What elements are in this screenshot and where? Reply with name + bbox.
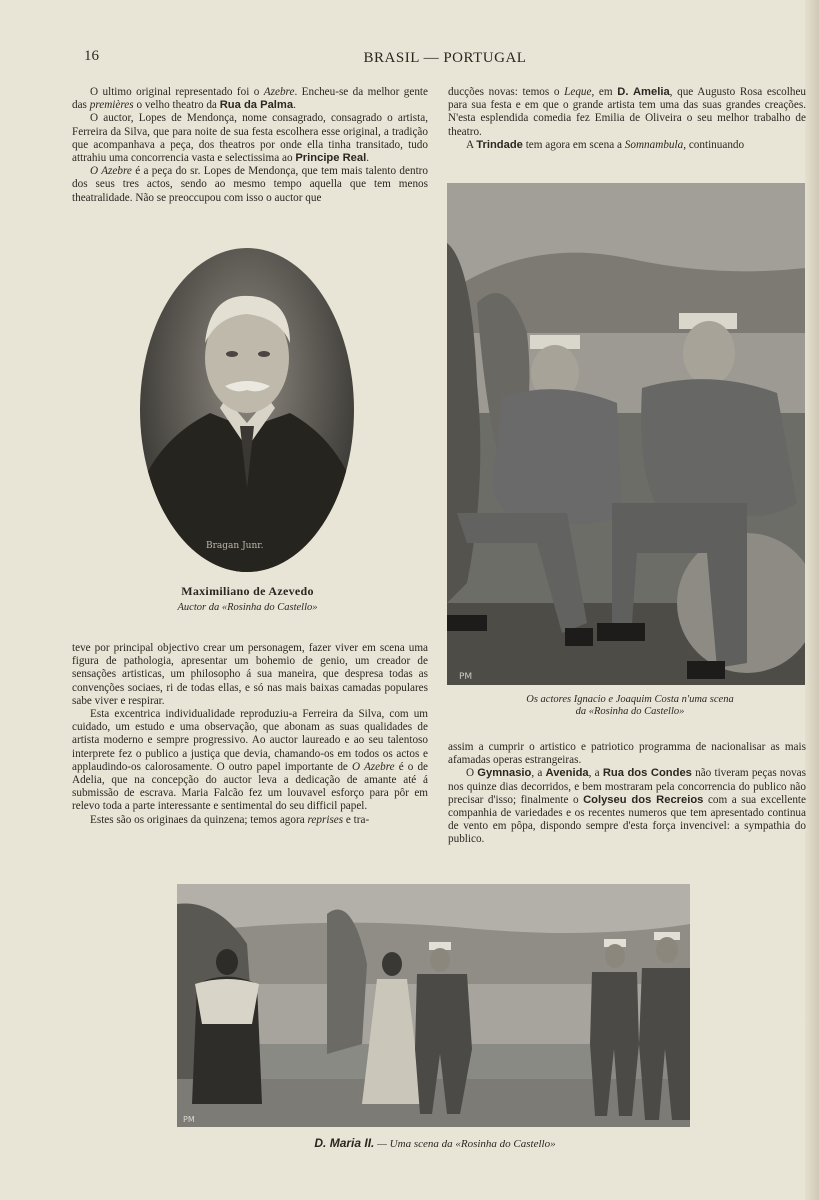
paragraph: Esta excentrica individualidade reproduziu-a Ferreira da Silva, com um cuidado, um estudo e uma observação, que abonam as suas qualidades de artista moderno e sempre progressivo. Ao auctor laureado e ao seu talentoso interprete fez o publico a justiça que devia, chamando-os em todos os actos e applaudindo-os calorosamente. O outro papel importante de O Azebre é o de Adelia, que na concepção do auctor leva a dedicação de amante até á submissão de escrava. Maria Falcão fez um louvavel esforço para pôr em relevo toda a parte interessante e sentimental do seu difficil papel.: [72, 708, 429, 813]
paragraph: ducções novas: temos o Leque, em D. Amelia, que Augusto Rosa escolheu para sua festa e em que o grande artista tem uma das suas grandes creações. N'esta esplendida comedia fez Emilia de Oliveira o seu melhor trabalho de theatro.: [448, 86, 807, 138]
portrait-photo: [140, 248, 354, 572]
photo2-caption: [180, 1136, 690, 1150]
paragraph: assim a cumprir o artistico e patriotico programma de nacionalisar as mais afamadas operas estrangeiras.: [448, 741, 806, 767]
caption-line: da «Rosinha do Castello»: [575, 706, 685, 717]
right-column-top: [448, 86, 806, 152]
page-header: [80, 44, 810, 70]
portrait-caption-subtitle: Auctor da «Rosinha do Castello»: [177, 602, 318, 613]
scene-photo-actors: [447, 183, 805, 685]
left-column-bottom: [72, 642, 428, 827]
photo-monogram: PM: [183, 1115, 195, 1124]
photo1-caption: [470, 694, 790, 718]
caption-line: Os actores Ignacio e Joaquim Costa n'uma scena: [526, 694, 734, 705]
page-edge-shadow: [805, 0, 819, 1200]
page-number: 16: [84, 48, 99, 64]
paragraph: O Gymnasio, a Avenida, a Rua dos Condes não tiveram peças novas nos quinze dias decorridos, e bem mostraram pela concorrencia do publico não precisar d'isso; finalmente o Colyseu dos Recreios com a sua excellente companhia de variedades e os recentes numeros que tem apresentado continua de vento em pôpa, dispondo sempre d'esta força invencivel: a sympathia do publico.: [448, 767, 807, 846]
paragraph: O auctor, Lopes de Mendonça, nome consagrado, consagrado o artista, Ferreira da Silva, que para noite de sua festa escolhera esse original, a tradição que acompanhava a peça, dos theatros por onde ella tinha transitado, tudo attrahiu uma concorrencia vasta e selectissima ao Principe Real.: [72, 112, 428, 165]
running-title: BRASIL — PORTUGAL: [363, 50, 527, 66]
right-column-bottom: [448, 741, 806, 847]
photo-monogram: PM: [459, 672, 473, 682]
portrait-caption-name: Maximiliano de Azevedo: [181, 584, 314, 598]
paragraph: A Trindade tem agora em scena a Somnambula, continuando: [466, 138, 745, 151]
svg-text:Bragan Junr.: Bragan Junr.: [206, 541, 264, 551]
caption-theatre-name: D. Maria II.: [314, 1136, 375, 1150]
paragraph: O Azebre é a peça do sr. Lopes de Mendonça, que tem mais talento dentro dos seus tres actos, sendo ao mesmo tempo aquella que tem menos theatralidade. Não se preoccupou com isso o auctor que: [72, 165, 428, 204]
left-column-top: [72, 86, 428, 205]
paragraph: O ultimo original representado foi o Azebre. Encheu-se da melhor gente das premières o velho theatro da Rua da Palma.: [72, 86, 428, 112]
paragraph: teve por principal objectivo crear um personagem, fazer viver em scena uma figura de pathologia, apresentar um bohemio de genio, um creador de sensações artisticas, um philosopho á sua maneira, que despresa todas as convenções sociaes, ri de todas ellas, e só nas mais baixas camadas populares sabe viver e respirar.: [72, 642, 428, 707]
caption-description: — Uma scena da «Rosinha do Castello»: [374, 1138, 556, 1150]
paragraph: Estes são os originaes da quinzena; temos agora reprises e tra-: [90, 813, 370, 826]
scene-photo-stage: [177, 884, 690, 1127]
author-portrait: [140, 248, 354, 572]
